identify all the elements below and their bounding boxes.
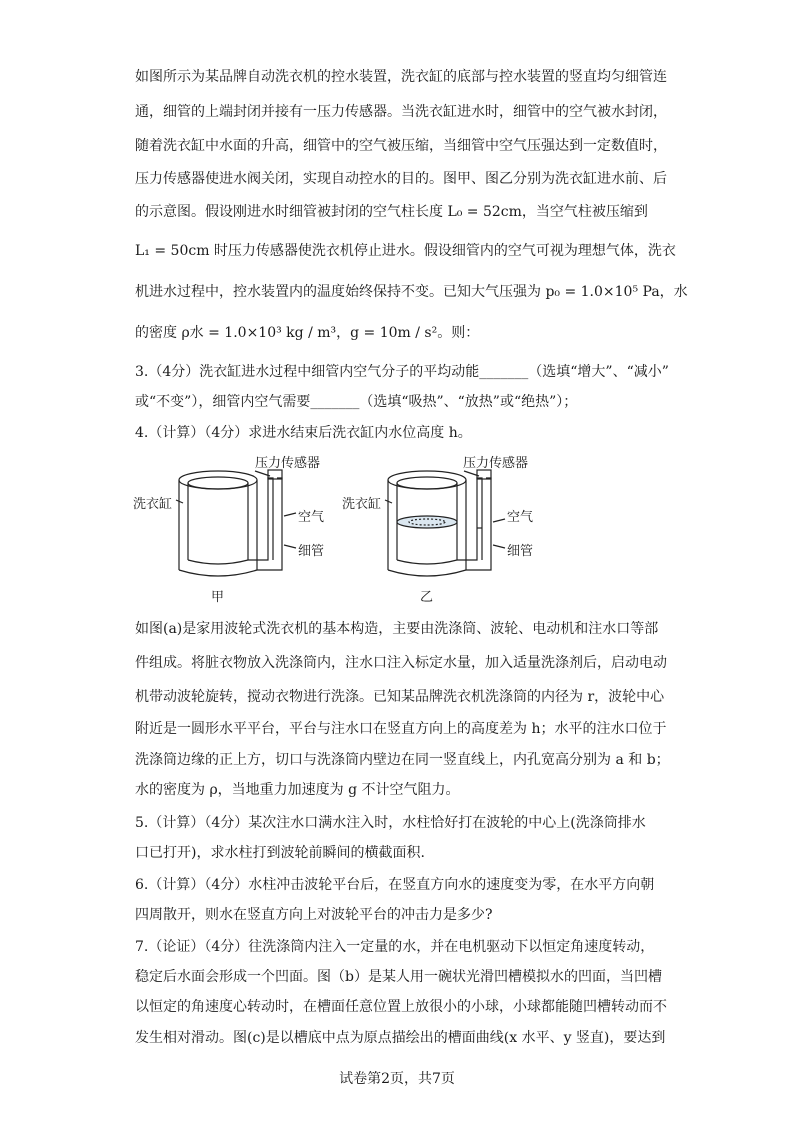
left-tube-label: 细管 xyxy=(298,544,325,559)
intro-line: 随着洗衣缸中水面的升高，细管中的空气被压缩，当细管中空气压强达到一定数值时， xyxy=(135,138,667,154)
intro-line: 机进水过程中，控水装置内的温度始终保持不变。已知大气压强为 p₀ = 1.0×10⁵ Pa，水 xyxy=(135,284,688,300)
right-tank-label: 洗衣缸 xyxy=(342,497,382,512)
question-6-line1: 6.（计算）（4分）水柱冲击波轮平台后，在竖直方向水的速度变为零，在水平方向朝 xyxy=(135,877,655,893)
left-sensor-label: 压力传感器 xyxy=(255,456,321,471)
passage-2-line: 机带动波轮旋转，搅动衣物进行洗涤。已知某品牌洗衣机洗涤筒的内径为 r，波轮中心 xyxy=(135,689,665,705)
right-sensor-label: 压力传感器 xyxy=(463,456,529,471)
question-6-line2: 四周散开，则水在竖直方向上对波轮平台的冲击力是多少? xyxy=(135,907,493,923)
question-3-line1: 3.（4分）洗衣缸进水过程中细管内空气分子的平均动能_______（选填“增大”、“减小” xyxy=(135,364,669,380)
question-7-line2: 稳定后水面会形成一个凹面。图（b）是某人用一碗状光滑凹槽模拟水的凹面，当凹槽 xyxy=(135,969,662,985)
question-5-line1: 5.（计算）（4分）某次注水口满水注入时，水柱恰好打在波轮的中心上(洗涤筒排水 xyxy=(135,815,646,831)
intro-line: 通，细管的上端封闭并接有一压力传感器。当洗衣缸进水时，细管中的空气被水封闭， xyxy=(135,104,667,120)
question-7-line1: 7.（论证）（4分）往洗涤筒内注入一定量的水，并在电机驱动下以恒定角速度转动， xyxy=(135,939,655,955)
left-caption: 甲 xyxy=(211,590,225,605)
passage-2-line: 如图(a)是家用波轮式洗衣机的基本构造，主要由洗涤筒、波轮、电动机和注水口等部 xyxy=(135,621,659,637)
intro-line: L₁ = 50cm 时压力传感器使洗衣机停止进水。假设细管内的空气可视为理想气体，洗衣 xyxy=(135,243,676,259)
right-caption: 乙 xyxy=(420,590,434,605)
right-tank-drawing xyxy=(388,470,491,576)
page-footer: 试卷第2页，共7页 xyxy=(339,1071,455,1087)
question-7-line4: 发生相对滑动。图(c)是以槽底中点为原点描绘出的槽面曲线(x 水平、y 竖直)，要达到 xyxy=(135,1030,666,1046)
intro-line: 的密度 ρ水 = 1.0×10³ kg / m³，g = 10m / s²。则： xyxy=(135,325,480,341)
question-7-line3: 以恒定的角速度心转动时，在槽面任意位置上放很小的小球，小球都能随凹槽转动而不 xyxy=(135,999,667,1015)
question-3-line2: 或“不变”），细管内空气需要_______（选填“吸热”、“放热”或“绝热”）； xyxy=(135,394,578,410)
passage-2-line: 水的密度为 ρ，当地重力加速度为 g 不计空气阻力。 xyxy=(135,782,460,798)
left-air-label: 空气 xyxy=(298,510,325,525)
question-4: 4.（计算）（4分）求进水结束后洗衣缸内水位高度 h。 xyxy=(135,425,472,441)
left-tank-drawing xyxy=(179,470,282,576)
intro-line: 的示意图。假设刚进水时细管被封闭的空气柱长度 L₀ = 52cm，当空气柱被压缩到 xyxy=(135,204,648,220)
right-tube-label: 细管 xyxy=(507,544,534,559)
question-5-line2: 口已打开)，求水柱打到波轮前瞬间的横截面积. xyxy=(135,845,425,861)
right-air-label: 空气 xyxy=(507,510,534,525)
passage-2-line: 洗涤筒边缘的正上方，切口与洗涤筒内壁边在同一竖直线上，内孔宽高分别为 a 和 b； xyxy=(135,752,670,768)
intro-line: 如图所示为某品牌自动洗衣机的控水装置，洗衣缸的底部与控水装置的竖直均匀细管连 xyxy=(135,69,667,85)
passage-2-line: 件组成。将脏衣物放入洗涤筒内，注水口注入标定水量，加入适量洗涤剂后，启动电动 xyxy=(135,655,667,671)
left-tank-label: 洗衣缸 xyxy=(133,497,173,512)
intro-line: 压力传感器使进水阀关闭，实现自动控水的目的。图甲、图乙分别为洗衣缸进水前、后 xyxy=(135,171,667,187)
passage-2-line: 附近是一圆形水平平台，平台与注水口在竖直方向上的高度差为 h；水平的注水口位于 xyxy=(135,721,667,737)
